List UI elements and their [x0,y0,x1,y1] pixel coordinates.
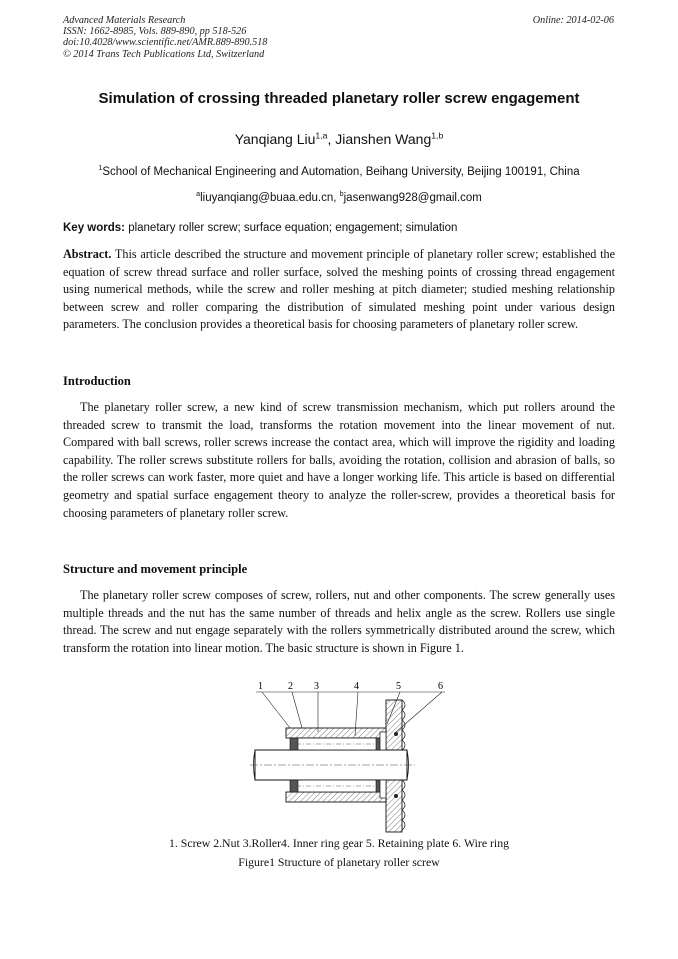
journal-issn: ISSN: 1662-8985, Vols. 889-890, pp 518-526 [63,26,247,38]
journal-doi: doi:10.4028/www.scientific.net/AMR.889-890.518 [63,37,268,49]
affiliation [40,166,638,178]
section-heading-introduction: Introduction [63,374,131,388]
abstract [63,246,615,334]
journal-copyright: © 2014 Trans Tech Publications Ltd, Switzerland [63,48,265,60]
paper-title: Simulation of crossing threaded planetary roller screw engagement [98,90,580,107]
retaining-plate [380,732,386,750]
part-number: 3 [314,681,319,692]
keywords-label: Key words: [63,222,125,234]
email-b: jasenwang928@gmail.com [343,192,482,204]
keywords [63,222,615,234]
abstract-text: This article described the structure and movement principle of planetary roller screw; established the equation of screw thread surface and roller surface, solved the meshing points of crossing thread engagement using numerical methods, while the screw and roller meshing at pitch diameter; studied meshing relationship between screw and roller comparing the distribution of simulated meshing point under various design parameters. The conclusion provides a theoretical basis for choosing parameters of planetary roller screw. [63,247,615,332]
email-line [40,192,638,204]
nut-lower [286,792,386,802]
part-number: 2 [288,681,293,692]
part-number: 6 [438,681,443,692]
part-number: 5 [396,681,401,692]
email-a: liuyanqiang@buaa.edu.cn [200,192,334,204]
part-number: 1 [258,681,263,692]
figure-structure-drawing [250,676,460,836]
wire-ring [394,732,398,736]
author-name: Jianshen Wang [335,131,432,147]
figure-legend: 1. Screw 2.Nut 3.Roller4. Inner ring gear 5. Retaining plate 6. Wire ring [168,836,510,850]
author-separator: , [327,131,336,147]
author-line [40,131,638,147]
part-number: 4 [354,681,359,692]
affiliation-superscript: 1 [98,164,103,173]
affiliation-text: School of Mechanical Engineering and Automation, Beihang University, Beijing 100191, China [102,166,580,178]
journal-name: Advanced Materials Research [63,15,186,26]
roller-screw-drawing [250,676,460,836]
abstract-label: Abstract. [63,247,112,261]
email-superscript: a [196,190,201,199]
keywords-text: planetary roller screw; surface equation; engagement; simulation [125,222,458,234]
author-superscript: 1,a [315,130,328,141]
author-name: Yanqiang Liu [234,131,316,147]
flange-upper [386,700,402,750]
section-heading-structure: Structure and movement principle [63,562,248,576]
author-superscript: 1,b [431,130,444,141]
nut-upper [286,728,386,738]
figure-caption: Figure1 Structure of planetary roller screw [238,855,440,869]
flange-lower [386,780,402,832]
email-separator: , [333,192,340,204]
structure-paragraph: The planetary roller screw composes of screw, rollers, nut and other components. The screw generally uses multiple threads and the nut has the same number of threads and helix angle as the screw. Rollers use single thread. The screw and nut engage separately with the rollers symmetrically distributed around the screw, which transform the rotation into linear motion. The basic structure is shown in Figure 1. [63,588,615,655]
online-date: Online: 2014-02-06 [532,15,614,26]
email-superscript: b [339,190,344,199]
introduction-paragraph: The planetary roller screw, a new kind of screw transmission mechanism, which put rollers around the threaded screw to transmit the load, transforms the rotation movement into the linear movement of nut. Compared with ball screws, roller screws increase the contact area, which will improve the rigidity and loading capability. The roller screws substitute rollers for balls, avoiding the rotation, collision and abrasion of balls, so the roller screws can work faster, more quiet and have a longer working life. This article is based on differential geometry and spatial surface engagement theory to analyze the roller-screw, provides a theoretical basis for choosing parameters of planetary roller screw. [63,400,615,520]
journal-header [63,15,423,60]
